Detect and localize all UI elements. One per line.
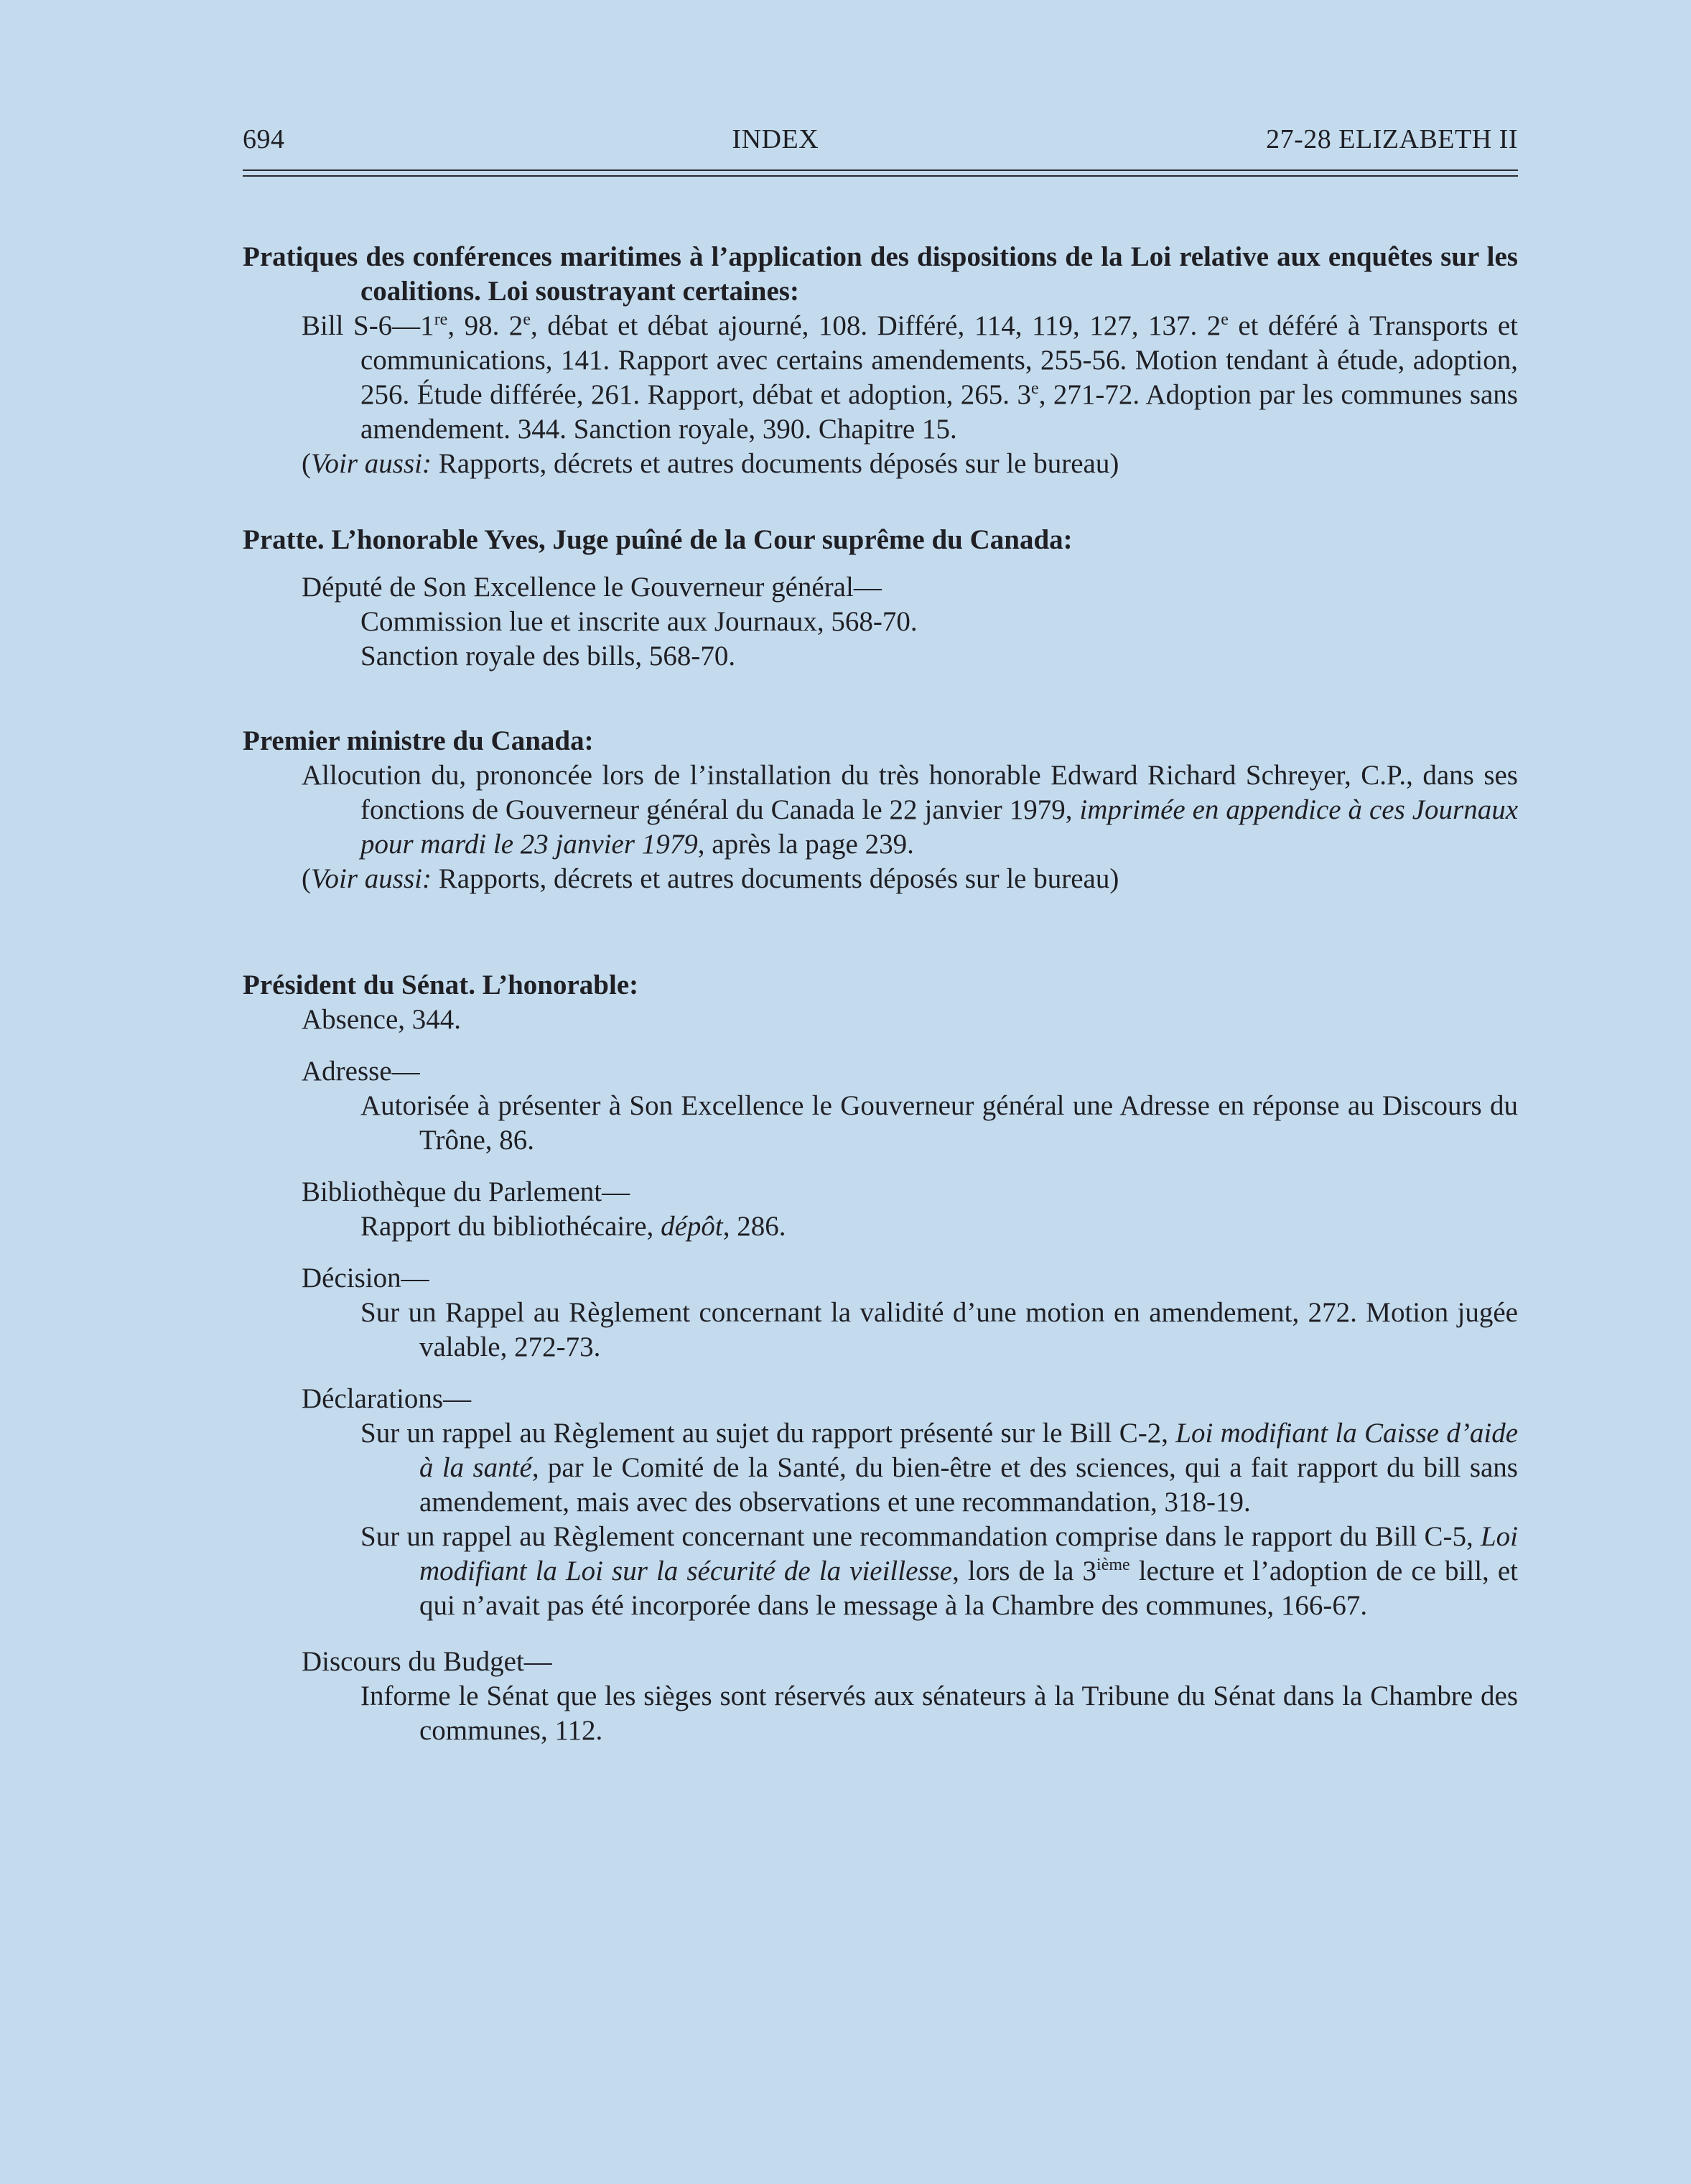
header-rule-top bbox=[243, 169, 1518, 171]
section-title: INDEX bbox=[732, 124, 819, 154]
index-entry-president-senat bbox=[243, 968, 1518, 1748]
subentry-line: Commission lue et inscrite aux Journaux, 568-70. bbox=[360, 606, 918, 637]
see-also-reference: (Voir aussi: Rapports, décrets et autres documents déposés sur le bureau) bbox=[302, 863, 1119, 894]
subentry-line: Rapport du bibliothécaire, dépôt, 286. bbox=[360, 1211, 786, 1242]
entry-heading: Pratte. L’honorable Yves, Juge puîné de la Cour suprême du Canada: bbox=[243, 524, 1073, 555]
subentry-line: Sur un rappel au Règlement au sujet du rapport présenté sur le Bill C-2, Loi modifiant la Caisse d’aide à la santé, par le Comité de la Santé, du bien-être et des sciences, qui a fait rapport du bill sans amendement, mais avec des observations et une recommandation, 318-19. bbox=[360, 1418, 1519, 1518]
entry-heading: Pratiques des conférences maritimes à l’application des dispositions de la Loi relative aux enquêtes sur les coalitions. Loi soustrayant certaines: bbox=[243, 241, 1518, 307]
index-page bbox=[243, 122, 1518, 1790]
subentry-bibliotheque: Bibliothèque du Parlement— bbox=[302, 1176, 630, 1207]
subentry-depute: Député de Son Excellence le Gouverneur général— bbox=[302, 572, 882, 603]
volume-title: 27-28 ELIZABETH II bbox=[1266, 124, 1518, 154]
index-entries bbox=[243, 240, 1518, 1748]
index-entry-premier-ministre bbox=[243, 724, 1518, 896]
subentry-allocution: Allocution du, prononcée lors de l’installation du très honorable Edward Richard Schreyer, C.P., dans ses fonctions de Gouverneur général du Canada le 22 janvier 1979, imprimée en appendice à ces Journaux pour mardi le 23 janvier 1979, après la page 239. bbox=[302, 760, 1519, 860]
subentry-line: Sanction royale des bills, 568-70. bbox=[360, 641, 736, 672]
subentry-declarations: Déclarations— bbox=[302, 1383, 472, 1414]
subentry-absence: Absence, 344. bbox=[302, 1004, 462, 1035]
entry-heading: Premier ministre du Canada: bbox=[243, 725, 594, 756]
header-rule-bottom bbox=[243, 175, 1518, 177]
entry-heading: Président du Sénat. L’honorable: bbox=[243, 970, 639, 1000]
subentry-line: Autorisée à présenter à Son Excellence le Gouverneur général une Adresse en réponse au Discours du Trône, 86. bbox=[360, 1090, 1518, 1156]
subentry-line: Informe le Sénat que les sièges sont réservés aux sénateurs à la Tribune du Sénat dans la Chambre des communes, 112. bbox=[360, 1681, 1518, 1746]
subentry-line: Sur un Rappel au Règlement concernant la validité d’une motion en amendement, 272. Motion jugée valable, 272-73. bbox=[360, 1297, 1518, 1362]
index-entry-pratiques bbox=[243, 240, 1518, 481]
bill-history: Bill S-6—1re, 98. 2e, débat et débat ajourné, 108. Différé, 114, 119, 127, 137. 2e et déféré à Transports et communications, 141. Rapport avec certains amendements, 255-56. Motion tendant à étude, adoption, 256. Étude différée, 261. Rapport, débat et adoption, 265. 3e, 271-72. Adoption par les communes sans amendement. 344. Sanction royale, 390. Chapitre 15. bbox=[302, 310, 1519, 445]
running-head bbox=[243, 122, 1518, 169]
subentry-decision: Décision— bbox=[302, 1263, 429, 1293]
page-number: 694 bbox=[243, 124, 285, 154]
index-entry-pratte bbox=[243, 523, 1518, 674]
see-also-reference: (Voir aussi: Rapports, décrets et autres documents déposés sur le bureau) bbox=[302, 448, 1119, 479]
subentry-discours-budget: Discours du Budget— bbox=[302, 1646, 552, 1677]
subentry-adresse: Adresse— bbox=[302, 1056, 420, 1087]
subentry-line: Sur un rappel au Règlement concernant une recommandation comprise dans le rapport du Bill C-5, Loi modifiant la Loi sur la sécurité de la vieillesse, lors de la 3ième lecture et l’adoption de ce bill, et qui n’avait pas été incorporée dans le message à la Chambre des communes, 166-67. bbox=[360, 1521, 1518, 1621]
